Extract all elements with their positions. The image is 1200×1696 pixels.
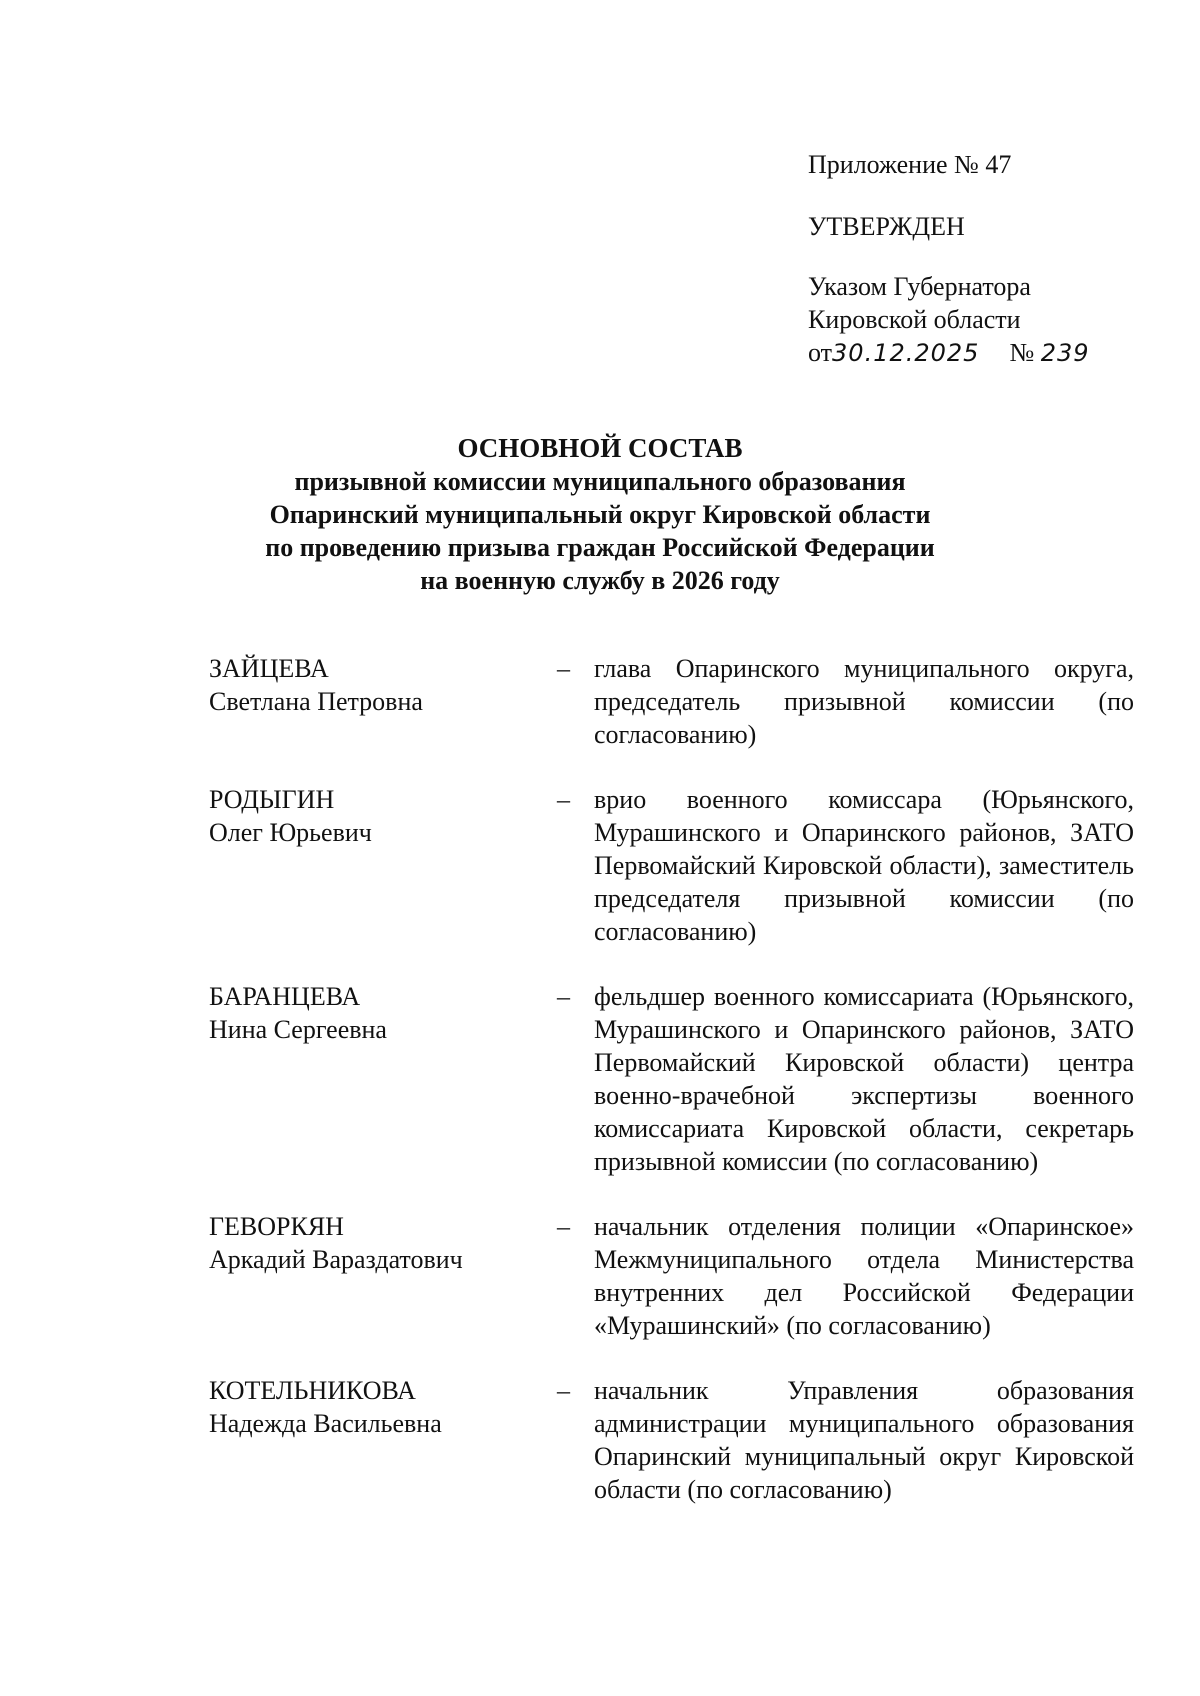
number-label: №	[1009, 338, 1035, 367]
title-main: ОСНОВНОЙ СОСТАВ	[457, 433, 743, 463]
date-prefix: от	[808, 338, 833, 367]
member-name: Нина Сергеевна	[209, 1015, 387, 1044]
member-row	[209, 1374, 1134, 1506]
member-person	[209, 1374, 557, 1506]
member-name: Светлана Петровна	[209, 687, 423, 716]
member-surname: ЗАЙЦЕВА	[209, 654, 329, 683]
member-row	[209, 1210, 1134, 1342]
member-surname: ГЕВОРКЯН	[209, 1212, 344, 1241]
document-title	[180, 432, 1020, 597]
member-dash: –	[557, 1376, 570, 1405]
member-row	[209, 652, 1134, 751]
member-role: начальник отделения полиции «Опаринское» Межмуниципального отдела Министерства внутренних дел Российской Федерации «Мурашинский» (по согласованию)	[594, 1212, 1134, 1340]
member-name: Надежда Васильевна	[209, 1409, 442, 1438]
member-person	[209, 980, 557, 1178]
member-row	[209, 980, 1134, 1178]
member-role: начальник Управления образования администрации муниципального образования Опаринский муниципальный округ Кировской области (по согласованию)	[594, 1376, 1134, 1504]
appendix-label: Приложение № 47	[808, 150, 1012, 179]
member-person	[209, 1210, 557, 1342]
approved-label: УТВЕРЖДЕН	[808, 212, 965, 241]
title-line-4: на военную службу в 2026 году	[420, 566, 780, 595]
member-surname: БАРАНЦЕВА	[209, 982, 361, 1011]
approval-block	[808, 148, 1148, 370]
title-line-2: Опаринский муниципальный округ Кировской области	[269, 500, 931, 529]
member-dash: –	[557, 982, 570, 1011]
member-dash: –	[557, 654, 570, 683]
title-line-3: по проведению призыва граждан Российской Федерации	[265, 533, 935, 562]
member-surname: КОТЕЛЬНИКОВА	[209, 1376, 416, 1405]
decree-line-2: Кировской области	[808, 305, 1021, 334]
title-line-1: призывной комиссии муниципального образования	[294, 467, 906, 496]
member-person	[209, 652, 557, 751]
member-surname: РОДЫГИН	[209, 785, 335, 814]
member-person	[209, 783, 557, 948]
member-dash: –	[557, 1212, 570, 1241]
member-dash: –	[557, 785, 570, 814]
decree-date-line	[808, 336, 1148, 370]
member-row	[209, 783, 1134, 948]
decree-number: 239	[1040, 339, 1090, 367]
member-role: врио военного комиссара (Юрьянского, Мурашинского и Опаринского районов, ЗАТО Первомайский Кировской области), заместитель председателя призывной комиссии (по согласованию)	[594, 785, 1134, 946]
member-name: Аркадий Вараздатович	[209, 1245, 463, 1274]
member-role: глава Опаринского муниципального округа, председатель призывной комиссии (по согласованию)	[594, 654, 1134, 749]
member-name: Олег Юрьевич	[209, 818, 372, 847]
decree-line-1: Указом Губернатора	[808, 272, 1031, 301]
member-role: фельдшер военного комиссариата (Юрьянского, Мурашинского и Опаринского районов, ЗАТО Первомайский Кировской области) центра военно-врачебной экспертизы военного комиссариата Кировской области, секретарь призывной комиссии (по согласованию)	[594, 982, 1134, 1176]
decree-date: 30.12.2025	[832, 339, 980, 367]
members-list	[209, 652, 1134, 1506]
